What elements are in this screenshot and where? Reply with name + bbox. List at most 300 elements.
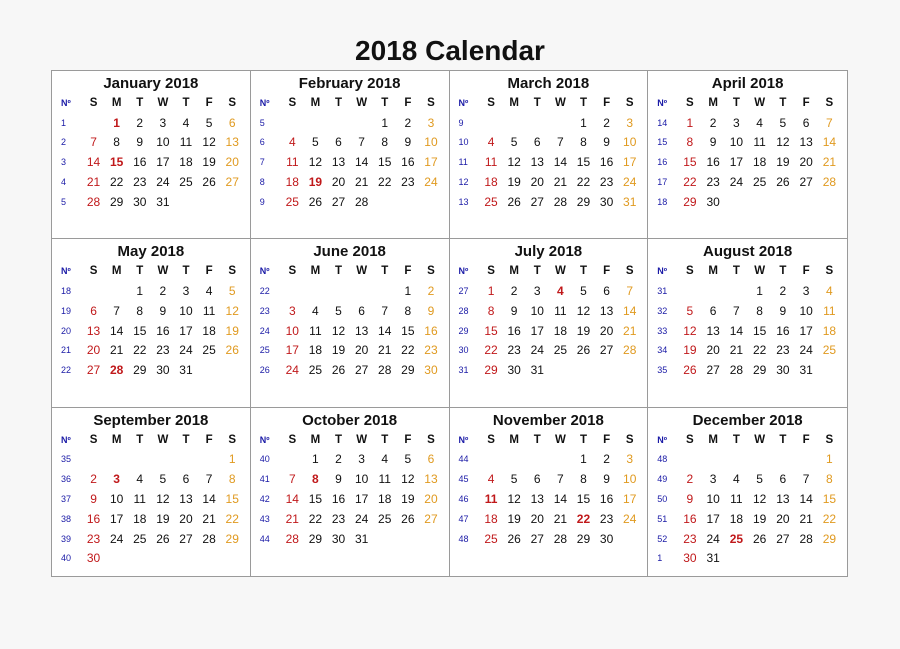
weekday-header: S [825, 96, 834, 109]
weekday-header: S [288, 265, 297, 278]
month-name: May 2018 [117, 243, 185, 261]
day-cell: 12 [225, 303, 239, 318]
day-cell: 21 [202, 511, 216, 526]
week-number: 5 [259, 117, 265, 128]
weekday-header: F [603, 265, 611, 278]
day-cell: 27 [799, 175, 813, 190]
week-number-header: Nº [259, 434, 270, 445]
week-number: 16 [657, 157, 668, 168]
weekday-header: S [686, 433, 694, 446]
day-cell: 11 [309, 323, 322, 338]
weekday-header: F [404, 433, 412, 446]
day-cell: 2 [335, 452, 342, 467]
day-cell: 18 [133, 511, 147, 526]
month-block [450, 239, 649, 407]
week-number: 51 [657, 513, 668, 524]
week-number-header: Nº [458, 97, 469, 108]
day-cell: 5 [205, 115, 213, 130]
weekday-header: F [404, 96, 412, 109]
month-name: September 2018 [93, 411, 209, 429]
day-cell: 22 [378, 175, 392, 190]
day-cell: 7 [205, 472, 213, 487]
day-cell: 31 [179, 363, 193, 378]
week-number: 35 [657, 365, 668, 376]
day-cell: 22 [109, 175, 124, 190]
day-cell: 19 [156, 511, 170, 526]
day-cell: 12 [683, 323, 697, 338]
day-cell: 10 [623, 135, 637, 150]
weekday-header: M [708, 265, 718, 278]
day-cell: 13 [776, 491, 790, 506]
day-cell: 18 [553, 323, 568, 338]
day-cell: 29 [752, 363, 767, 378]
weekday-header: T [732, 96, 740, 109]
weekday-header: M [310, 96, 321, 109]
week-number: 39 [61, 533, 72, 544]
day-cell: 15 [752, 323, 767, 338]
day-cell: 21 [822, 155, 837, 170]
day-cell: 7 [288, 472, 296, 487]
day-cell: 1 [312, 452, 319, 467]
day-cell: 16 [424, 323, 438, 338]
day-cell: 19 [683, 343, 697, 358]
day-cell: 25 [378, 511, 392, 526]
day-cell: 24 [424, 175, 438, 190]
day-cell: 23 [156, 343, 170, 358]
day-cell: 15 [378, 155, 392, 170]
day-cell: 10 [530, 303, 544, 318]
day-cell: 13 [179, 491, 193, 506]
week-number: 43 [259, 513, 270, 524]
weekday-header: S [625, 265, 634, 278]
day-cell: 23 [706, 175, 720, 190]
day-cell: 15 [225, 491, 239, 506]
day-cell: 2 [709, 115, 717, 130]
day-cell: 26 [683, 363, 697, 378]
day-cell: 24 [799, 343, 813, 358]
day-cell: 6 [779, 472, 787, 487]
day-cell: 4 [205, 284, 213, 299]
day-cell: 23 [599, 511, 614, 526]
week-number-header: Nº [61, 266, 71, 277]
day-cell: 17 [156, 155, 170, 170]
day-cell: 18 [484, 511, 498, 526]
day-cell: 25 [484, 531, 498, 546]
day-cell: 16 [331, 491, 346, 506]
day-cell: 2 [159, 284, 167, 299]
weekday-header: T [579, 96, 587, 109]
week-number: 24 [259, 325, 270, 336]
day-cell: 5 [580, 284, 587, 299]
day-cell: 29 [109, 194, 124, 209]
week-number: 52 [657, 533, 668, 544]
day-cell: 28 [553, 531, 568, 546]
month-table [257, 93, 443, 212]
day-cell: 30 [156, 363, 170, 378]
day-cell: 16 [86, 511, 101, 526]
month-name: August 2018 [703, 243, 793, 261]
day-cell: 23 [401, 175, 415, 190]
day-cell: 1 [826, 452, 833, 467]
day-cell: 27 [179, 531, 193, 546]
day-cell: 19 [202, 155, 216, 170]
weekday-header: T [136, 265, 144, 278]
day-cell: 30 [133, 194, 147, 209]
weekday-header: F [802, 265, 810, 278]
weekday-header: T [579, 265, 587, 278]
day-cell: 17 [354, 491, 369, 506]
day-cell: 27 [354, 363, 369, 378]
week-number: 10 [458, 137, 469, 148]
day-cell: 2 [686, 472, 694, 487]
day-cell: 1 [113, 115, 120, 130]
day-cell: 5 [686, 303, 694, 318]
day-cell: 13 [331, 155, 346, 170]
weekday-header: S [288, 433, 297, 446]
weekday-header: W [554, 96, 566, 109]
weekday-header: M [509, 265, 519, 278]
week-number: 2 [61, 137, 67, 148]
day-cell: 4 [312, 303, 319, 318]
day-cell: 21 [378, 343, 392, 358]
day-cell: 25 [729, 531, 744, 546]
day-cell: 30 [683, 551, 697, 566]
weekday-header: W [754, 433, 766, 446]
day-cell: 14 [553, 155, 568, 170]
day-cell: 22 [308, 511, 323, 526]
day-cell: 5 [312, 135, 319, 150]
day-cell: 5 [228, 284, 236, 299]
day-cell: 17 [623, 155, 637, 170]
day-cell: 31 [156, 194, 170, 209]
day-cell: 22 [133, 343, 147, 358]
day-cell: 4 [557, 284, 564, 299]
day-cell: 9 [335, 472, 342, 487]
day-cell: 7 [626, 284, 634, 299]
weekday-header: S [89, 265, 98, 278]
day-cell: 25 [752, 175, 767, 190]
day-cell: 12 [507, 491, 521, 506]
day-cell: 30 [331, 531, 346, 546]
day-cell: 4 [733, 472, 740, 487]
day-cell: 28 [729, 363, 744, 378]
day-cell: 3 [182, 284, 190, 299]
day-cell: 16 [599, 491, 614, 506]
day-cell: 23 [86, 531, 101, 546]
day-cell: 9 [136, 135, 144, 150]
day-cell: 27 [599, 343, 614, 358]
week-number: 37 [61, 493, 72, 504]
day-cell: 5 [335, 303, 342, 318]
day-cell: 3 [709, 472, 717, 487]
week-number: 35 [61, 454, 72, 465]
day-cell: 11 [823, 303, 836, 318]
weekday-header: W [356, 96, 368, 109]
day-cell: 6 [603, 284, 610, 299]
day-cell: 6 [427, 452, 435, 467]
day-cell: 30 [776, 363, 790, 378]
week-number: 1 [657, 553, 663, 564]
day-cell: 24 [354, 511, 369, 526]
day-cell: 10 [179, 303, 193, 318]
day-cell: 8 [113, 135, 120, 150]
day-cell: 1 [580, 452, 587, 467]
day-cell: 15 [308, 491, 323, 506]
weekday-header: T [533, 96, 541, 109]
day-cell: 5 [404, 452, 412, 467]
month-name: October 2018 [302, 411, 398, 429]
month-table [654, 93, 841, 212]
day-cell: 12 [401, 472, 415, 487]
weekday-header: F [205, 96, 213, 109]
day-cell: 11 [484, 155, 498, 170]
month-block [450, 408, 649, 576]
weekday-header: F [603, 433, 611, 446]
day-cell: 2 [779, 284, 787, 299]
day-cell: 23 [133, 175, 147, 190]
day-cell: 27 [86, 363, 101, 378]
month-block [648, 239, 847, 407]
day-cell: 31 [530, 363, 544, 378]
day-cell: 28 [86, 194, 101, 209]
day-cell: 28 [378, 363, 392, 378]
week-number: 13 [458, 196, 469, 207]
weekday-header: W [754, 265, 766, 278]
day-cell: 28 [822, 175, 837, 190]
day-cell: 1 [228, 452, 236, 467]
weekday-header: T [533, 433, 541, 446]
weekday-header: T [334, 96, 343, 109]
day-cell: 3 [288, 303, 296, 318]
week-number: 34 [657, 345, 668, 356]
day-cell: 31 [706, 551, 720, 566]
day-cell: 12 [776, 135, 790, 150]
day-cell: 11 [202, 303, 216, 318]
month-table [654, 430, 841, 569]
day-cell: 6 [90, 303, 97, 318]
day-cell: 24 [623, 511, 637, 526]
week-number: 38 [61, 513, 72, 524]
day-cell: 21 [553, 175, 568, 190]
day-cell: 13 [354, 323, 369, 338]
day-cell: 7 [733, 303, 740, 318]
day-cell: 20 [599, 323, 614, 338]
day-cell: 3 [733, 115, 740, 130]
day-cell: 12 [308, 155, 323, 170]
weekday-header: S [825, 433, 834, 446]
day-cell: 10 [799, 303, 813, 318]
day-cell: 14 [553, 491, 568, 506]
day-cell: 28 [799, 531, 813, 546]
week-number: 12 [458, 177, 469, 188]
day-cell: 11 [554, 303, 567, 318]
week-number: 48 [458, 533, 469, 544]
day-cell: 26 [202, 175, 216, 190]
week-number: 17 [657, 177, 668, 188]
week-number-header: Nº [657, 266, 668, 277]
day-cell: 18 [729, 511, 744, 526]
day-cell: 8 [228, 472, 236, 487]
day-cell: 17 [424, 155, 438, 170]
day-cell: 16 [683, 511, 697, 526]
week-number: 31 [657, 286, 668, 297]
day-cell: 10 [109, 491, 124, 506]
day-cell: 4 [826, 284, 833, 299]
day-cell: 6 [533, 135, 541, 150]
day-cell: 3 [533, 284, 541, 299]
day-cell: 1 [136, 284, 144, 299]
day-cell: 17 [285, 343, 299, 358]
day-cell: 22 [576, 511, 591, 526]
day-cell: 27 [331, 194, 346, 209]
day-cell: 2 [603, 452, 610, 467]
day-cell: 16 [507, 323, 521, 338]
day-cell: 3 [113, 472, 120, 487]
day-cell: 21 [109, 343, 124, 358]
month-block [52, 239, 251, 407]
day-cell: 9 [90, 491, 97, 506]
weekday-header: M [111, 265, 122, 278]
day-cell: 15 [484, 323, 498, 338]
day-cell: 6 [182, 472, 190, 487]
day-cell: 9 [603, 135, 610, 150]
day-cell: 16 [156, 323, 170, 338]
day-cell: 3 [626, 452, 634, 467]
day-cell: 5 [510, 135, 518, 150]
day-cell: 20 [799, 155, 813, 170]
day-cell: 29 [576, 531, 591, 546]
month-name: July 2018 [514, 243, 583, 261]
month-table [654, 261, 841, 380]
day-cell: 29 [133, 363, 147, 378]
day-cell: 28 [623, 343, 637, 358]
day-cell: 17 [530, 323, 544, 338]
weekday-header: S [686, 265, 694, 278]
week-number: 46 [458, 493, 469, 504]
day-cell: 14 [729, 323, 744, 338]
day-cell: 19 [576, 323, 591, 338]
weekday-header: F [802, 96, 810, 109]
day-cell: 27 [530, 194, 544, 209]
day-cell: 25 [308, 363, 323, 378]
day-cell: 2 [90, 472, 97, 487]
week-number: 20 [61, 325, 72, 336]
weekday-header: S [228, 433, 237, 446]
day-cell: 1 [580, 115, 587, 130]
day-cell: 18 [484, 175, 498, 190]
day-cell: 9 [686, 491, 694, 506]
day-cell: 12 [156, 491, 170, 506]
day-cell: 6 [358, 303, 365, 318]
day-cell: 11 [179, 135, 193, 150]
day-cell: 14 [822, 135, 837, 150]
month-block [251, 408, 450, 576]
day-cell: 23 [683, 531, 697, 546]
day-cell: 6 [335, 135, 342, 150]
weekday-header: T [381, 433, 389, 446]
day-cell: 12 [576, 303, 591, 318]
week-number-header: Nº [657, 434, 668, 445]
weekday-header: W [356, 265, 368, 278]
day-cell: 18 [202, 323, 216, 338]
day-cell: 8 [487, 303, 495, 318]
day-cell: 29 [225, 531, 239, 546]
weekday-header: S [288, 96, 297, 109]
day-cell: 21 [86, 175, 101, 190]
day-cell: 15 [401, 323, 415, 338]
day-cell: 20 [179, 511, 193, 526]
weekday-header: S [625, 96, 634, 109]
day-cell: 21 [354, 175, 369, 190]
day-cell: 21 [285, 511, 299, 526]
day-cell: 12 [752, 491, 767, 506]
day-cell: 11 [730, 491, 743, 506]
day-cell: 24 [623, 175, 637, 190]
day-cell: 25 [179, 175, 193, 190]
weekday-header: T [779, 433, 787, 446]
day-cell: 23 [507, 343, 521, 358]
day-cell: 15 [109, 155, 124, 170]
day-cell: 3 [159, 115, 167, 130]
day-cell: 16 [133, 155, 147, 170]
day-cell: 27 [706, 363, 720, 378]
day-cell: 16 [401, 155, 415, 170]
day-cell: 28 [354, 194, 369, 209]
day-cell: 10 [706, 491, 720, 506]
weekday-header: S [427, 96, 435, 109]
day-cell: 19 [401, 491, 415, 506]
day-cell: 25 [822, 343, 837, 358]
month-table [257, 261, 443, 380]
weekday-header: S [625, 433, 634, 446]
day-cell: 14 [285, 491, 299, 506]
day-cell: 8 [756, 303, 763, 318]
day-cell: 21 [729, 343, 744, 358]
week-number-header: Nº [259, 97, 270, 108]
day-cell: 20 [706, 343, 720, 358]
week-number: 25 [259, 345, 270, 356]
day-cell: 9 [709, 135, 717, 150]
month-name: June 2018 [313, 243, 386, 261]
day-cell: 30 [424, 363, 438, 378]
day-cell: 26 [225, 343, 239, 358]
day-cell: 30 [599, 531, 614, 546]
month-table [58, 261, 244, 380]
week-number: 18 [61, 286, 72, 297]
day-cell: 10 [285, 323, 299, 338]
day-cell: 23 [776, 343, 790, 358]
weekday-header: T [579, 433, 587, 446]
day-cell: 17 [179, 323, 193, 338]
month-block [648, 408, 847, 576]
day-cell: 17 [799, 323, 813, 338]
week-number: 50 [657, 493, 668, 504]
day-cell: 8 [686, 135, 694, 150]
day-cell: 26 [401, 511, 415, 526]
day-cell: 1 [381, 115, 389, 130]
weekday-header: T [381, 265, 389, 278]
week-number: 4 [61, 177, 67, 188]
week-number: 8 [259, 177, 265, 188]
weekday-header: W [554, 433, 566, 446]
day-cell: 23 [331, 511, 346, 526]
day-cell: 7 [113, 303, 120, 318]
month-block [251, 71, 450, 239]
week-number-header: Nº [61, 434, 71, 445]
day-cell: 19 [752, 511, 767, 526]
day-cell: 31 [799, 363, 813, 378]
day-cell: 31 [354, 531, 369, 546]
